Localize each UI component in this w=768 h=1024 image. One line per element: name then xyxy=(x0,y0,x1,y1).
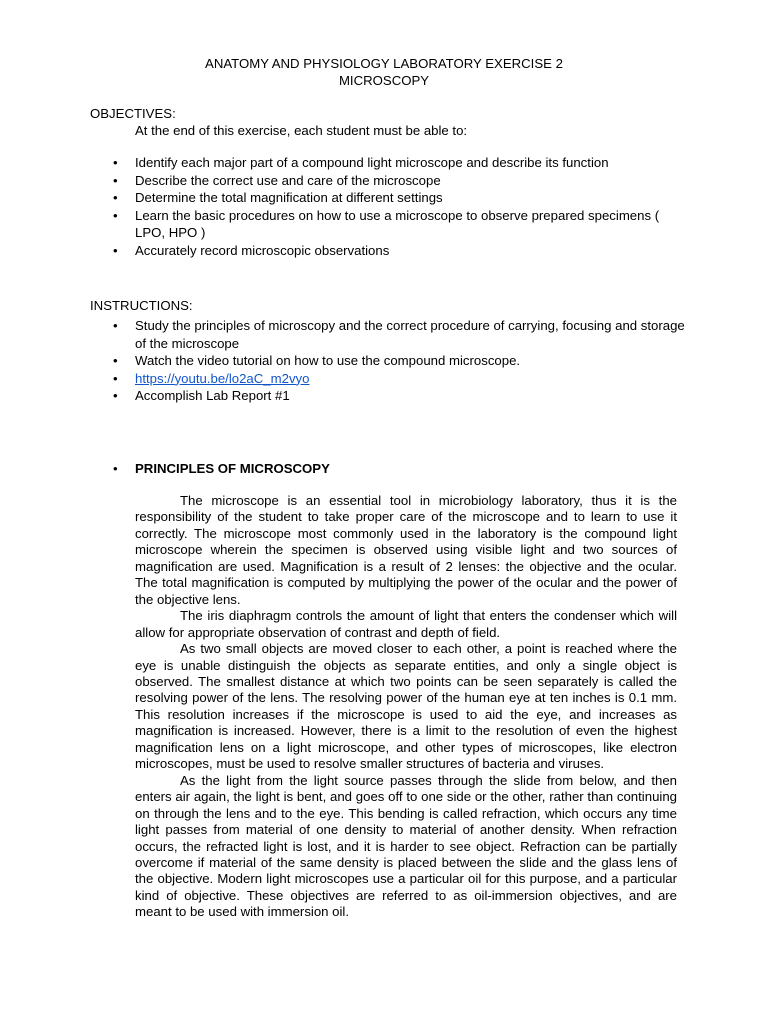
principles-heading: PRINCIPLES OF MICROSCOPY xyxy=(135,461,330,476)
bullet-icon: • xyxy=(113,155,118,170)
document-subtitle: MICROSCOPY xyxy=(338,73,430,88)
objectives-list xyxy=(0,154,690,259)
bullet-icon: • xyxy=(113,318,118,333)
paragraph: As the light from the light source passes through the slide from below, and then enters air again, the light is bent, and goes off to one side or the other, rather than continuing on through the lens and to the eye. This bending is called refraction, which occurs any time light passes from material of one density to material of another density. When refraction occurs, the refracted light is lost, and it is harder to see object. Refraction can be partially overcome if material of the same density is placed between the slide and the glass lens of the objective. Modern light microscopes use a particular oil for this purpose, and a particular kind of objective. These objectives are referred to as oil-immersion objectives, and are meant to be used with immersion oil. xyxy=(135,772,677,920)
bullet-icon: • xyxy=(113,370,118,386)
instructions-label: INSTRUCTIONS: xyxy=(90,298,193,313)
list-item: • Learn the basic procedures on how to use a microscope to observe prepared specimens ( LPO, HPO ) xyxy=(113,207,660,240)
paragraph: The microscope is an essential tool in microbiology laboratory, thus it is the responsibility of the student to take proper care of the microscope and to learn to use it correctly. The microscope most commonly used in the laboratory is the compound light microscope wherein the specimen is observed using visible light and two sources of magnification are used. Magnification is a result of 2 lenses: the objective and the ocular. The total magnification is computed by multiplying the power of the ocular and the power of the objective lens. xyxy=(135,493,677,607)
list-item: • Determine the total magnification at different settings xyxy=(113,190,443,205)
document-title: ANATOMY AND PHYSIOLOGY LABORATORY EXERCISE 2 xyxy=(205,56,563,71)
paragraph: As two small objects are moved closer to each other, a point is reached where the eye is unable distinguish the objects as separate entities, and only a single object is observed. The smallest distance at which two points can be seen separately is called the resolving power of the lens. The resolving power of the human eye at ten inches is 0.1 mm. This resolution increases if the microscope is used to aid the eye, and increases as magnification is increased. However, there is a limit to the resolution of even the highest magnification lens on a light microscope, and other types of microscopes, like electron microscopes, must be used to resolve smaller structures of bacteria and viruses. xyxy=(135,641,677,772)
bullet-icon: • xyxy=(113,461,118,476)
video-tutorial-link[interactable]: https://youtu.be/lo2aC_m2vyo xyxy=(135,370,310,386)
list-item: • Accurately record microscopic observations xyxy=(113,242,390,258)
bullet-icon: • xyxy=(113,353,118,368)
bullet-icon: • xyxy=(113,242,118,258)
list-item xyxy=(0,370,690,388)
objectives-label: OBJECTIVES: xyxy=(90,106,176,121)
list-item: • Describe the correct use and care of the microscope xyxy=(113,172,441,188)
list-item: • Watch the video tutorial on how to use the compound microscope. xyxy=(113,353,521,368)
bullet-icon: • xyxy=(113,190,118,205)
bullet-icon: • xyxy=(113,207,118,223)
principles-heading-item xyxy=(0,460,330,477)
bullet-icon: • xyxy=(113,172,118,188)
instructions-list xyxy=(0,317,690,405)
principles-body xyxy=(135,493,677,921)
bullet-icon: • xyxy=(113,388,118,403)
paragraph: The iris diaphragm controls the amount of light that enters the condenser which will allow for appropriate observation of contrast and depth of field. xyxy=(135,608,677,640)
objectives-intro: At the end of this exercise, each student must be able to: xyxy=(135,123,468,138)
list-item: • Study the principles of microscopy and the correct procedure of carrying, focusing and storage of the microscope xyxy=(113,318,685,351)
list-item: • Identify each major part of a compound light microscope and describe its function xyxy=(113,155,609,170)
list-item: • Accomplish Lab Report #1 xyxy=(113,388,290,403)
